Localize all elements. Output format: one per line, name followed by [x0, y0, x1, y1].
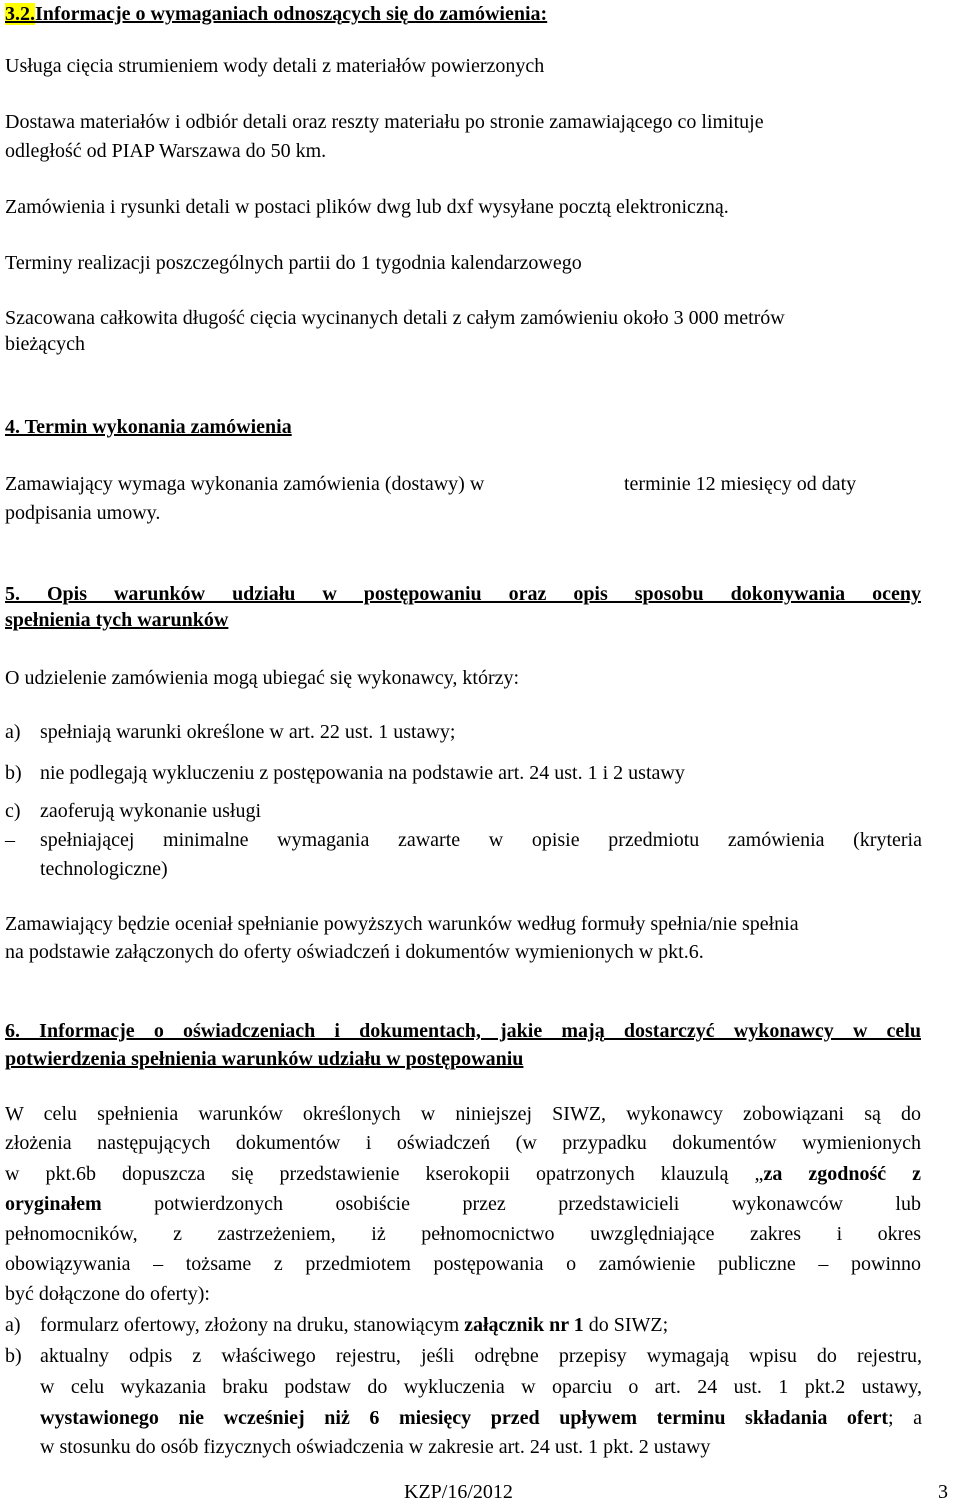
evaluation-text-2: na podstawie załączonych do oferty oświadczeń i dokumentów wymienionych w pkt.6. [5, 941, 704, 963]
section-6-line-5: pełnomocników, z zastrzeżeniem, iż pełnomocnictwo uwzględniające zakres i okres [5, 1223, 921, 1245]
section-3-2-heading [5, 0, 547, 29]
item-b-bold: wystawionego nie wcześniej niż 6 miesięcy przed upływem terminu składania ofert [40, 1407, 888, 1429]
doc-list-item-b-3 [40, 1404, 922, 1433]
line-4-text: potwierdzonych osobiście przez przedstawicieli wykonawców lub [101, 1193, 921, 1215]
section-4-text-left: Zamawiający wymaga wykonania zamówienia (dostawy) w [5, 473, 485, 495]
doc-list-item-b-4: w stosunku do osób fizycznych oświadczenia w zakresie art. 24 ust. 1 pkt. 2 ustawy [40, 1436, 711, 1458]
doc-list-label-a: a) [5, 1314, 21, 1336]
doc-list-item-b-2: w celu wykazania braku podstaw do wykluczenia w oparciu o art. 24 ust. 1 pkt.2 ustawy, [40, 1376, 922, 1398]
dash-item-2: technologiczne) [40, 858, 168, 880]
list-label-a: a) [5, 721, 21, 743]
section-6-line-4 [5, 1190, 921, 1219]
heading-number-highlight: 3.2. [5, 3, 35, 25]
section-4-text-right: terminie 12 miesięcy od daty [624, 473, 857, 495]
doc-list-item-b-1: aktualny odpis z właściwego rejestru, jeśli odrębne przepisy wymagają wpisu do rejestru, [40, 1345, 922, 1367]
evaluation-text-1: Zamawiający będzie oceniał spełnianie powyższych warunków według formuły spełnia/nie spełnia [5, 913, 799, 935]
line-3-bold: za zgodność z [763, 1163, 921, 1185]
item-b-end: ; a [887, 1407, 923, 1429]
list-item-b: nie podlegają wykluczeniu z postępowania na podstawie art. 24 ust. 1 i 2 ustawy [40, 762, 685, 784]
item-a-bold: załącznik nr 1 [464, 1314, 584, 1336]
section-5-heading-2: spełnienia tych warunków [5, 609, 229, 631]
section-6-heading-1: 6. Informacje o oświadczeniach i dokumentach, jakie mają dostarczyć wykonawcy w celu [5, 1020, 921, 1042]
list-label-b: b) [5, 762, 22, 784]
paragraph-service: Usługa cięcia strumieniem wody detali z materiałów powierzonych [5, 55, 545, 77]
paragraph-orders: Zamówienia i rysunki detali w postaci plików dwg lub dxf wysyłane pocztą elektroniczną. [5, 196, 729, 218]
item-a-text: formularz ofertowy, złożony na druku, stanowiącym [40, 1314, 465, 1336]
section-6-line-7: być dołączone do oferty): [5, 1283, 210, 1305]
dash-bullet: – [5, 829, 15, 851]
section-5-heading-1: 5. Opis warunków udziału w postępowaniu oraz opis sposobu dokonywania oceny [5, 583, 921, 605]
paragraph-deadlines: Terminy realizacji poszczególnych partii do 1 tygodnia kalendarzowego [5, 252, 582, 274]
list-item-c: zaoferują wykonanie usługi [40, 800, 262, 822]
line-3-text: w pkt.6b dopuszcza się przedstawienie kserokopii opatrzonych klauzulą „ [5, 1163, 764, 1185]
paragraph-length-2: bieżących [5, 333, 85, 355]
list-label-c: c) [5, 800, 21, 822]
section-6-line-6: obowiązywania – tożsame z przedmiotem postępowania o zamówienie publiczne – powinno [5, 1253, 921, 1275]
paragraph-length-1: Szacowana całkowita długość cięcia wycinanych detali z całym zamówieniu około 3 000 metrów [5, 307, 785, 329]
section-3-2-heading-text: Informacje o wymaganiach odnoszących się do zamówienia: [35, 3, 548, 25]
paragraph-delivery-1: Dostawa materiałów i odbiór detali oraz reszty materiału po stronie zamawiającego co limituje [5, 111, 764, 133]
doc-list-item-a [40, 1311, 668, 1340]
dash-item-1: spełniającej minimalne wymagania zawarte w opisie przedmiotu zamówienia (kryteria [40, 829, 922, 851]
line-4-bold: oryginałem [5, 1193, 102, 1215]
paragraph-delivery-2: odległość od PIAP Warszawa do 50 km. [5, 140, 327, 162]
item-a-end: do SIWZ; [583, 1314, 669, 1336]
doc-list-label-b: b) [5, 1345, 22, 1367]
section-4-text-2: podpisania umowy. [5, 502, 161, 524]
footer-reference: KZP/16/2012 [404, 1481, 513, 1503]
section-6-line-3 [5, 1160, 921, 1189]
section-6-line-1: W celu spełnienia warunków określonych w niniejszej SIWZ, wykonawcy zobowiązani są do [5, 1103, 921, 1125]
footer-page-number: 3 [938, 1481, 948, 1503]
section-6-line-2: złożenia następujących dokumentów i oświadczeń (w przypadku dokumentów wymienionych [5, 1132, 921, 1154]
section-4-heading: 4. Termin wykonania zamówienia [5, 416, 292, 438]
section-5-intro: O udzielenie zamówienia mogą ubiegać się wykonawcy, którzy: [5, 667, 520, 689]
list-item-a: spełniają warunki określone w art. 22 ust. 1 ustawy; [40, 721, 456, 743]
section-6-heading-2: potwierdzenia spełnienia warunków udziału w postępowaniu [5, 1048, 524, 1070]
